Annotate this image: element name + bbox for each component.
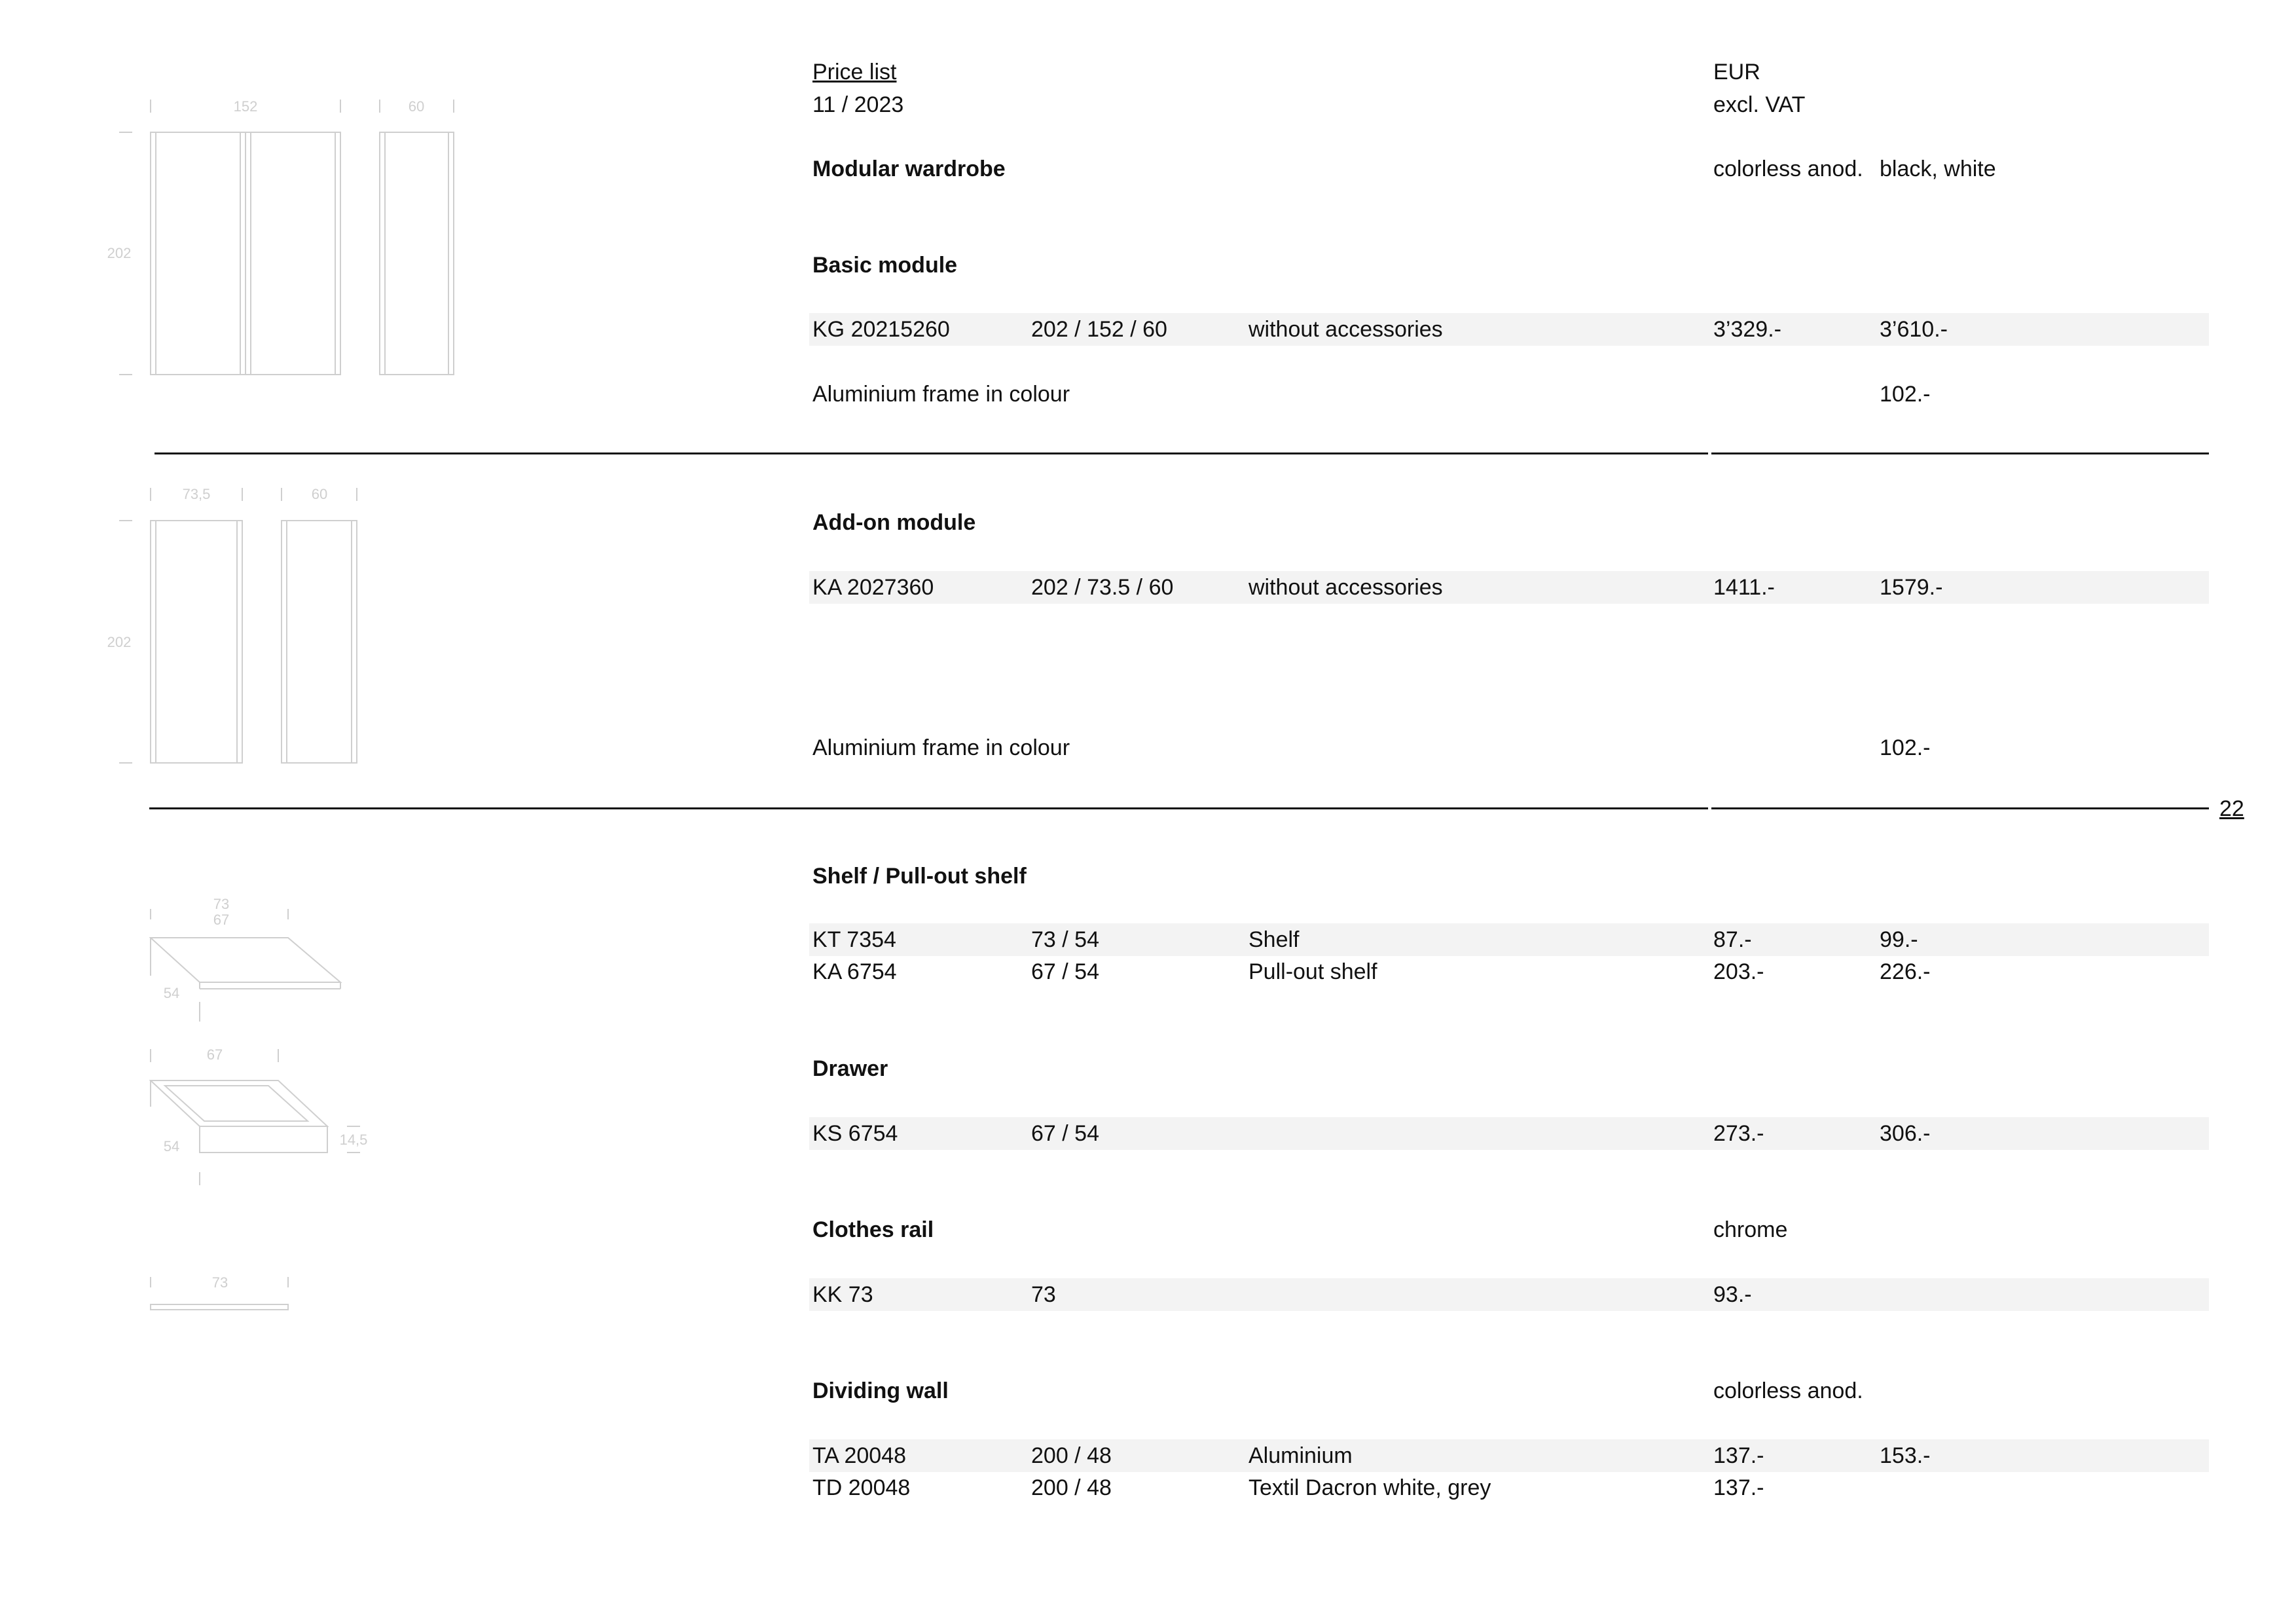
shelf-outer-width-dim: 73 bbox=[213, 896, 230, 912]
basic-height-dim: 202 bbox=[107, 245, 132, 261]
section-heading-basic: Basic module bbox=[812, 253, 958, 278]
item-price-anod: 87.- bbox=[1713, 927, 1752, 952]
item-price-anod: 1411.- bbox=[1713, 575, 1775, 600]
section-heading-addon: Add-on module bbox=[812, 510, 976, 535]
row-band bbox=[809, 571, 2209, 604]
item-price-colour: 3’610.- bbox=[1880, 317, 1948, 342]
item-dims: 67 / 54 bbox=[1031, 1121, 1099, 1146]
item-price-colour: 226.- bbox=[1880, 959, 1931, 984]
section-divider bbox=[155, 452, 1708, 454]
item-dims: 67 / 54 bbox=[1031, 959, 1099, 984]
item-price-anod: 137.- bbox=[1713, 1443, 1764, 1468]
shelf-drawing bbox=[151, 896, 340, 1022]
item-price-anod: 3’329.- bbox=[1713, 317, 1781, 342]
frame-colour-price: 102.- bbox=[1880, 735, 1931, 760]
row-band bbox=[809, 313, 2209, 346]
item-code: KA 6754 bbox=[812, 959, 897, 984]
row-band bbox=[809, 1117, 2209, 1150]
section-heading-shelf: Shelf / Pull-out shelf bbox=[812, 864, 1027, 889]
frame-colour-label: Aluminium frame in colour bbox=[812, 735, 1070, 760]
item-price-anod: 273.- bbox=[1713, 1121, 1764, 1146]
section-divider bbox=[1711, 807, 2209, 809]
rail-finish: chrome bbox=[1713, 1217, 1788, 1242]
item-code: TD 20048 bbox=[812, 1475, 911, 1500]
finish-col1-header: colorless anod. bbox=[1713, 157, 1863, 181]
shelf-depth-dim: 54 bbox=[163, 985, 180, 1001]
rail-width-dim: 73 bbox=[211, 1274, 228, 1291]
row-band bbox=[809, 923, 2209, 956]
wall-finish: colorless anod. bbox=[1713, 1378, 1863, 1403]
addon-width-dim: 73,5 bbox=[182, 486, 211, 502]
frame-colour-price: 102.- bbox=[1880, 382, 1931, 407]
currency-label: EUR bbox=[1713, 60, 1760, 84]
item-dims: 73 bbox=[1031, 1282, 1056, 1307]
drawer-height-dim: 14,5 bbox=[339, 1132, 368, 1148]
item-price-colour: 153.- bbox=[1880, 1443, 1931, 1468]
drawer-width-dim: 67 bbox=[206, 1046, 223, 1063]
shelf-inner-width-dim: 67 bbox=[213, 912, 230, 928]
item-desc: Pull-out shelf bbox=[1248, 959, 1377, 984]
vat-label: excl. VAT bbox=[1713, 92, 1806, 117]
section-heading-rail: Clothes rail bbox=[812, 1217, 934, 1242]
clothes-rail-drawing bbox=[151, 1274, 288, 1310]
item-price-anod: 137.- bbox=[1713, 1475, 1764, 1500]
price-list-title: Price list bbox=[812, 60, 897, 84]
addon-module-drawing bbox=[107, 486, 357, 763]
item-code: TA 20048 bbox=[812, 1443, 907, 1468]
page-number: 22 bbox=[2219, 796, 2244, 821]
basic-depth-dim: 60 bbox=[408, 98, 425, 115]
row-band bbox=[809, 1439, 2209, 1472]
item-price-colour: 306.- bbox=[1880, 1121, 1931, 1146]
basic-width-dim: 152 bbox=[233, 98, 258, 115]
item-price-colour: 1579.- bbox=[1880, 575, 1943, 600]
finish-col2-header: black, white bbox=[1880, 157, 1996, 181]
frame-colour-label: Aluminium frame in colour bbox=[812, 382, 1070, 407]
item-dims: 73 / 54 bbox=[1031, 927, 1099, 952]
section-divider bbox=[1711, 452, 2209, 454]
item-price-colour: 99.- bbox=[1880, 927, 1918, 952]
item-dims: 200 / 48 bbox=[1031, 1475, 1112, 1500]
addon-depth-dim: 60 bbox=[311, 486, 328, 502]
item-desc: Aluminium bbox=[1248, 1443, 1353, 1468]
section-divider bbox=[149, 807, 1708, 809]
price-list-date: 11 / 2023 bbox=[812, 92, 904, 117]
drawer-drawing bbox=[151, 1046, 367, 1185]
item-desc: without accessories bbox=[1248, 575, 1443, 600]
item-dims: 200 / 48 bbox=[1031, 1443, 1112, 1468]
basic-module-drawing bbox=[107, 98, 454, 375]
section-heading-drawer: Drawer bbox=[812, 1056, 888, 1081]
item-dims: 202 / 152 / 60 bbox=[1031, 317, 1167, 342]
item-desc: Shelf bbox=[1248, 927, 1300, 952]
item-price-anod: 93.- bbox=[1713, 1282, 1752, 1307]
row-band bbox=[809, 1278, 2209, 1311]
product-title: Modular wardrobe bbox=[812, 157, 1006, 181]
item-desc: without accessories bbox=[1248, 317, 1443, 342]
item-desc: Textil Dacron white, grey bbox=[1248, 1475, 1491, 1500]
item-dims: 202 / 73.5 / 60 bbox=[1031, 575, 1174, 600]
item-code: KK 73 bbox=[812, 1282, 873, 1307]
section-heading-wall: Dividing wall bbox=[812, 1378, 949, 1403]
item-price-anod: 203.- bbox=[1713, 959, 1764, 984]
item-code: KG 20215260 bbox=[812, 317, 950, 342]
item-code: KT 7354 bbox=[812, 927, 896, 952]
item-code: KS 6754 bbox=[812, 1121, 898, 1146]
addon-height-dim: 202 bbox=[107, 634, 132, 650]
drawer-depth-dim: 54 bbox=[163, 1138, 180, 1154]
item-code: KA 2027360 bbox=[812, 575, 934, 600]
